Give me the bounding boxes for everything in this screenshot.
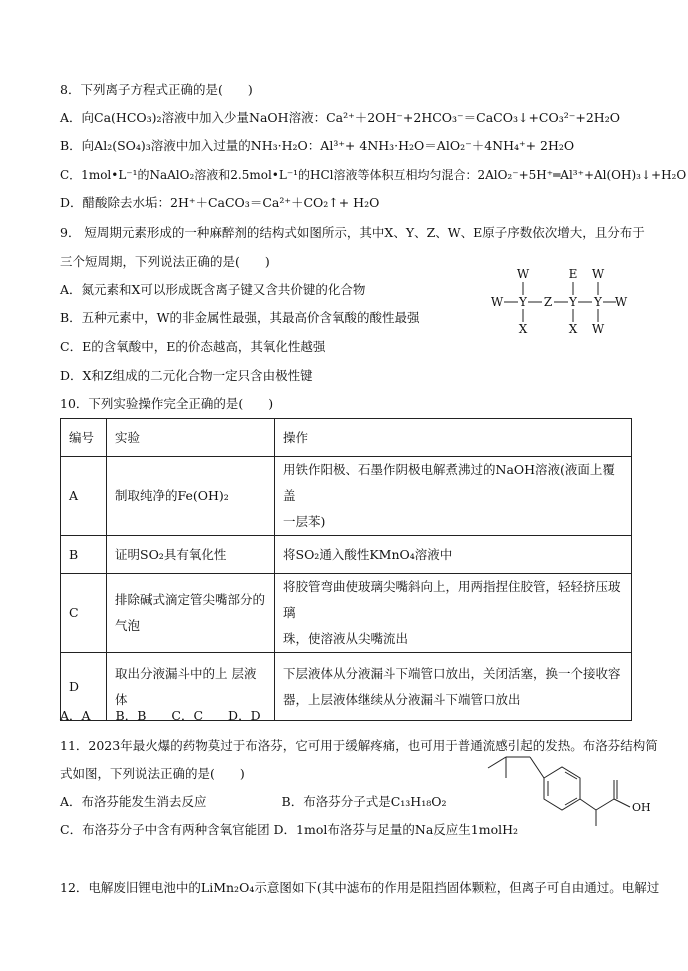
row-experiment: 排除碱式滴定管尖嘴部分的 气泡 <box>107 574 275 653</box>
q11-options-cd: C．布洛芬分子中含有两种含氧官能团 D．1mol布洛芬与足量的Na反应生1molH₂ <box>60 822 519 837</box>
atom-y: Y <box>594 295 602 309</box>
q9-stem-line2: 三个短周期，下列说法正确的是( ) <box>60 254 270 269</box>
atom-y: Y <box>569 295 577 309</box>
row-experiment: 取出分液漏斗中的上 层液体 <box>107 653 275 721</box>
q10-table <box>60 418 632 721</box>
header-id: 编号 <box>61 419 107 457</box>
ibuprofen-structure <box>478 752 663 832</box>
atom-w: W <box>490 295 504 309</box>
q8-option-d: D．醋酸除去水垢：2H⁺＋CaCO₃＝Ca²⁺＋CO₂↑+ H₂O <box>60 195 380 210</box>
row-operation: 用铁作阳极、石墨作阴极电解煮沸过的NaOH溶液(液面上覆盖 一层苯) <box>275 457 632 536</box>
table-row <box>61 536 632 574</box>
atom-w: W <box>614 295 628 309</box>
q9-option-c: C．E的含氧酸中，E的价态越高，其氧化性越强 <box>60 339 326 354</box>
atom-e: E <box>568 267 578 281</box>
q8-option-b: B．向Al₂(SO₄)₃溶液中加入过量的NH₃·H₂O：Al³⁺+ 4NH₃·H₂O＝AlO₂⁻＋4NH₄⁺+ 2H₂O <box>60 138 575 153</box>
q9-structure-diagram <box>488 262 628 342</box>
atom-x: X <box>518 322 528 336</box>
atom-w: W <box>516 267 530 281</box>
q9-stem-line1: 9． 短周期元素形成的一种麻醉剂的结构式如图所示，其中X、Y、Z、W、E原子序数依次增大，且分布于 <box>60 225 645 240</box>
atom-y: Y <box>519 295 527 309</box>
row-id: A <box>61 457 107 536</box>
header-experiment: 实验 <box>107 419 275 457</box>
atom-z: Z <box>543 295 553 309</box>
q10-stem: 10．下列实验操作完全正确的是( ) <box>60 396 274 411</box>
q8-option-c: C．1mol•L⁻¹的NaAlO₂溶液和2.5mol•L⁻¹的HCl溶液等体积互相均匀混合：2AlO₂⁻+5H⁺═Al³⁺+Al(OH)₃↓+H₂O <box>60 168 687 182</box>
row-operation: 将胶管弯曲使玻璃尖嘴斜向上，用两指捏住胶管，轻轻挤压玻璃 珠，使溶液从尖嘴流出 <box>275 574 632 653</box>
row-operation: 下层液体从分液漏斗下端管口放出，关闭活塞，换一个接收容 器，上层液体继续从分液漏斗下端管口放出 <box>275 653 632 721</box>
atom-w: W <box>591 267 605 281</box>
q10-options: A．A B．B C．C D．D <box>60 708 261 723</box>
atom-w: W <box>591 322 605 336</box>
q11-stem-line1: 11．2023年最火爆的药物莫过于布洛芬，它可用于缓解疼痛，也可用于普通流感引起的发热。布洛芬结构简 <box>60 738 658 753</box>
header-operation: 操作 <box>275 419 632 457</box>
q11-stem-line2: 式如图，下列说法正确的是( ) <box>60 766 245 781</box>
row-id: C <box>61 574 107 653</box>
row-id: B <box>61 536 107 574</box>
q8-option-a: A．向Ca(HCO₃)₂溶液中加入少量NaOH溶液：Ca²⁺＋2OH⁻+2HCO₃⁻＝CaCO₃↓+CO₃²⁻+2H₂O <box>60 110 620 125</box>
q8-stem: 8．下列离子方程式正确的是( ) <box>60 82 253 97</box>
q9-option-d: D．X和Z组成的二元化合物一定只含由极性键 <box>60 368 313 383</box>
q11-options-ab: A．布洛芬能发生消去反应 B．布洛芬分子式是C₁₃H₁₈O₂ <box>60 794 447 809</box>
q9-option-a: A．氮元素和X可以形成既含离子键又含共价键的化合物 <box>60 282 366 297</box>
atom-x: X <box>568 322 578 336</box>
oh-label: OH <box>632 801 651 814</box>
table-row <box>61 574 632 653</box>
row-id: D <box>61 653 107 721</box>
row-operation: 将SO₂通入酸性KMnO₄溶液中 <box>275 536 632 574</box>
q12-stem: 12．电解废旧锂电池中的LiMn₂O₄示意图如下(其中滤布的作用是阻挡固体颗粒，但离子可自由通过。电解过 <box>60 880 660 895</box>
table-row <box>61 457 632 536</box>
row-experiment: 证明SO₂具有氧化性 <box>107 536 275 574</box>
row-experiment: 制取纯净的Fe(OH)₂ <box>107 457 275 536</box>
q9-option-b: B．五种元素中，W的非金属性最强，其最高价含氧酸的酸性最强 <box>60 310 420 325</box>
table-header-row <box>61 419 632 457</box>
